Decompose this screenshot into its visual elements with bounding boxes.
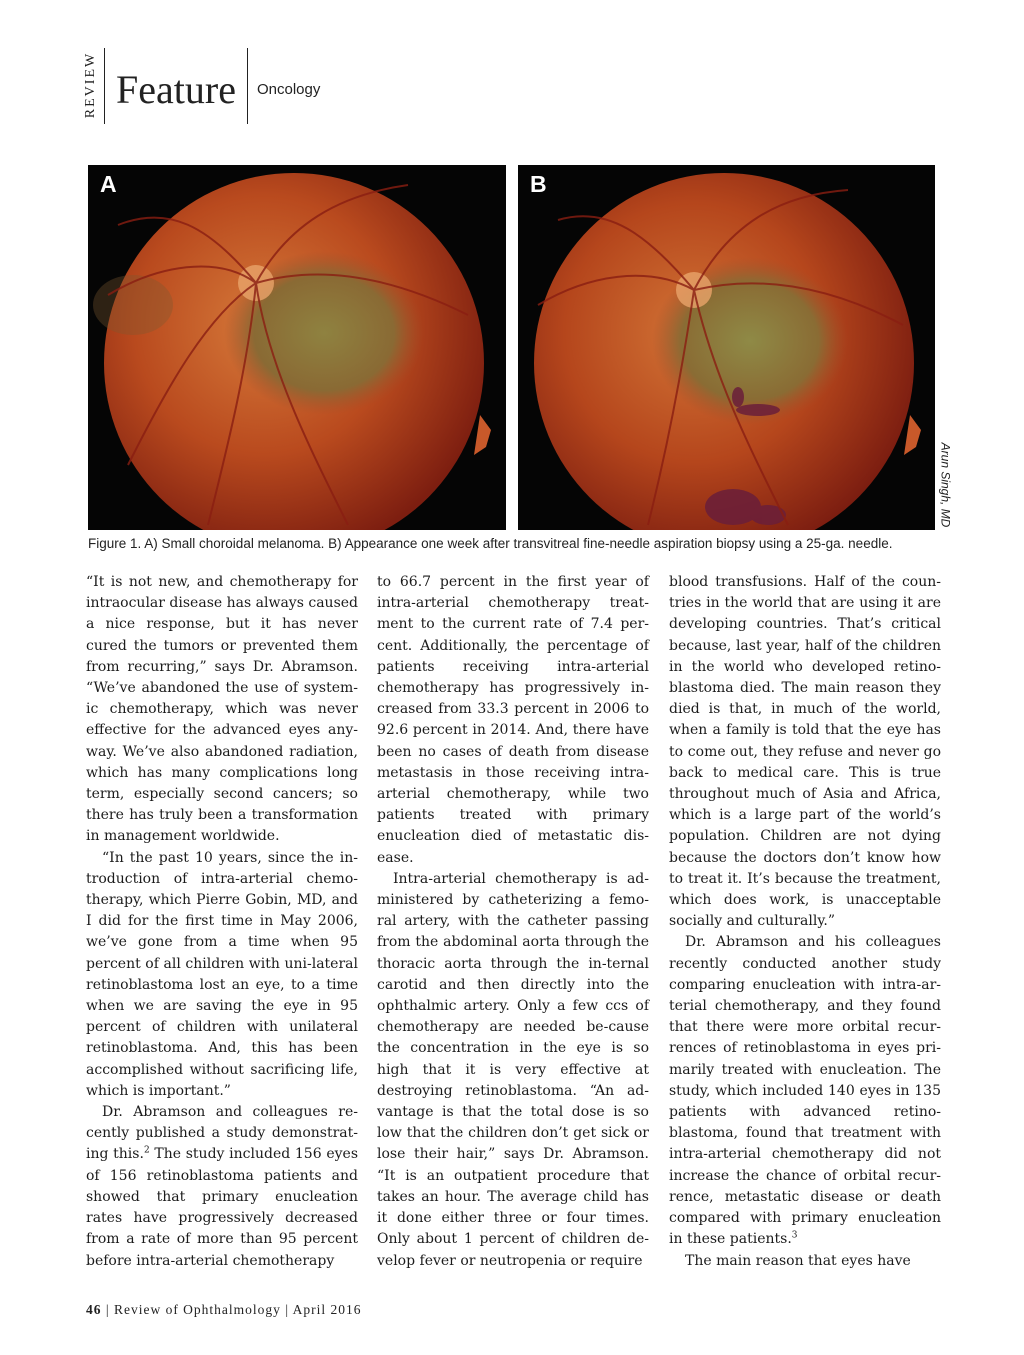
panel-b-label: B	[530, 171, 547, 197]
paragraph-text: Dr. Abramson and colleagues re-cently published a study demonstrat-ing this.	[86, 1104, 358, 1163]
text-column-2	[377, 572, 649, 1272]
fundus-photo-a	[88, 165, 506, 530]
feature-heading: Feature	[116, 67, 236, 112]
reference-superscript: 2	[143, 1145, 150, 1156]
review-vertical-label	[66, 48, 116, 122]
fundus-photo-b	[518, 165, 935, 530]
paragraph: to 66.7 percent in the first year of intra-arterial chemotherapy treat-ment to the current rate of 7.4 per-cent. Additionally, the percentage of patients receiving intra-arterial chemotherapy has progressively in-creased from 33.3 percent in 2006 to 92.6 percent in 2014. And, there have been no cases of death from disease metastasis in those receiving intra-arterial chemotherapy, while two patients treated with primary enucleation died of metastatic dis-ease.	[377, 574, 649, 866]
text-column-3	[669, 572, 941, 1272]
header-divider-left	[104, 48, 105, 124]
photo-credit-text: Arun Singh, MD	[938, 442, 953, 528]
paragraph: The main reason that eyes have	[685, 1252, 911, 1269]
header-divider-right	[247, 48, 248, 124]
publication-name: Review of Ophthalmology	[113, 1302, 281, 1317]
figure-panel-b	[518, 165, 935, 530]
page-number: 46	[86, 1302, 102, 1317]
paragraph: “In the past 10 years, since the in-troduction of intra-arterial chemo-therapy, which Pierre Gobin, MD, and I did for the first time in May 2006, we’ve gone from a time when 95 percent of all children with uni-lateral retinoblastoma lost an eye, to a time when we are saving the eye in 95 percent of children with unilateral retinoblastoma. And, this has been accomplished without sacrificing life, which is important.”	[86, 849, 358, 1099]
figure-panel-a	[88, 165, 506, 530]
figure-caption: Figure 1. A) Small choroidal melanoma. B) Appearance one week after transvitreal fine-needle aspiration biopsy using a 25-ga. needle.	[88, 536, 893, 551]
footer-separator: |	[105, 1302, 110, 1317]
paragraph-text: Dr. Abramson and his colleagues recently conducted another study comparing enucleation with intra-ar-terial chemotherapy, and they found that there were more orbital recur-rences of retinoblastoma in eyes pri-marily treated with enucleation. The study, which included 140 eyes in 135 patients with advanced retino-blastoma, found that treatment with intra-arterial chemotherapy did not increase the chance of orbital recur-rence, metastatic disease or death compared with primary enucleation in these patients.	[669, 934, 941, 1248]
reference-superscript: 3	[791, 1230, 798, 1241]
section-label: Oncology	[257, 81, 321, 98]
paragraph: Intra-arterial chemotherapy is ad-ministered by catheterizing a femo-ral artery, with the catheter passing from the abdominal aorta through the thoracic aorta through the in-ternal carotid and then directly into the ophthalmic artery. Only a few ccs of chemotherapy are needed be-cause the concentration in the eye is so high that it is very effective at destroying retinoblastoma. “An ad-vantage is that the total dose is so low that the children don’t get sick or lose their hair,” says Dr. Abramson. “It is an outpatient procedure that takes an hour. The average child has it done either three or four times. Only about 1 percent of children de-velop fever or neutropenia or require	[377, 870, 649, 1269]
paragraph: “It is not new, and chemotherapy for intraocular disease has always caused a nice response, but it has never cured the tumors or prevented them from recurring,” says Dr. Abramson. “We’ve abandoned the use of system-ic chemotherapy, which was never effective for the advanced eyes any-way. We’ve also abandoned radiation, which has many complications long term, especially second cancers; so there has truly been a transformation in management worldwide.	[86, 574, 358, 845]
review-label-text: REVIEW	[83, 51, 98, 119]
paragraph-text: The study included 156 eyes of 156 retinoblastoma patients and showed that primary enucleation rates have progressively decreased from a rate of more than 95 percent before intra-arterial chemotherapy	[86, 1146, 358, 1269]
paragraph	[669, 932, 941, 1250]
paragraph: blood transfusions. Half of the coun-tries in the world that are using it are developing countries. That’s critical because, last year, half of the children in the world who developed retino-blastoma died. The main reason they died is that, in much of the world, when a family is told that the eye has to come out, they refuse and never go back to medical care. This is true throughout much of Asia and Africa, which is a large part of the world’s population. Children are not dying because the doctors don’t know how to treat it. It’s because the treatment, which does work, is unacceptable socially and culturally.”	[669, 574, 941, 930]
page-footer	[86, 1302, 362, 1318]
photo-credit	[928, 420, 962, 550]
text-column-1	[86, 572, 358, 1272]
issue-date: April 2016	[292, 1302, 362, 1317]
footer-separator: |	[285, 1302, 290, 1317]
panel-a-label: A	[100, 171, 117, 197]
paragraph	[86, 1102, 358, 1272]
